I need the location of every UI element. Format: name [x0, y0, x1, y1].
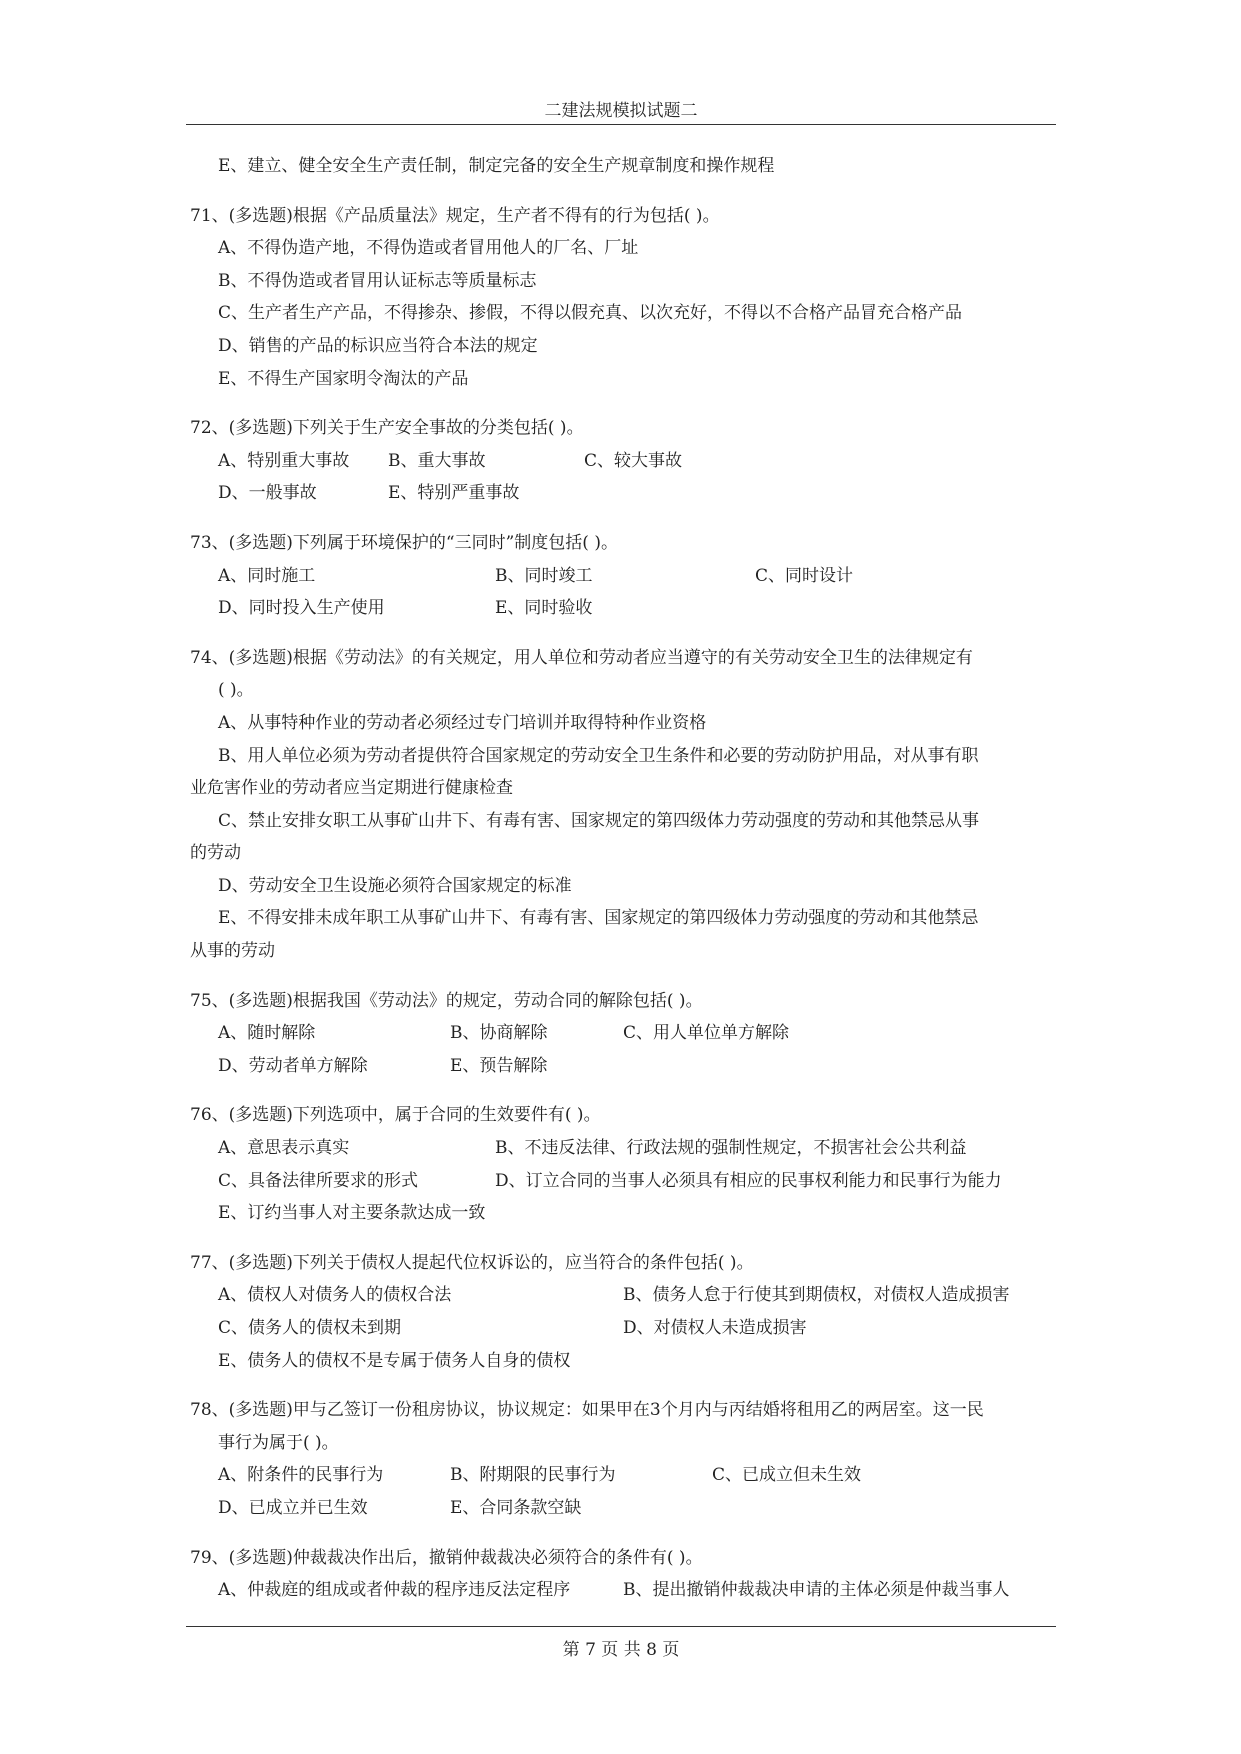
- q74-option-c-cont: 的劳动: [190, 843, 241, 864]
- q78-option-b: B、附期限的民事行为: [450, 1465, 616, 1486]
- q74-option-c: C、禁止安排女职工从事矿山井下、有毒有害、国家规定的第四级体力劳动强度的劳动和其他禁忌从事: [218, 810, 980, 831]
- q71-option-c: C、生产者生产产品，不得掺杂、掺假，不得以假充真、以次充好，不得以不合格产品冒充合格产品: [218, 303, 963, 324]
- q73-option-e: E、同时验收: [495, 598, 593, 619]
- question-78-stem-cont: 事行为属于( )。: [218, 1432, 339, 1453]
- q77-option-d: D、对债权人未造成损害: [623, 1318, 807, 1338]
- q72-option-d: D、一般事故: [218, 483, 317, 504]
- q75-option-a: A、随时解除: [218, 1023, 316, 1044]
- q75-option-c: C、用人单位单方解除: [623, 1023, 790, 1044]
- q77-option-c: C、债务人的债权未到期: [218, 1318, 402, 1338]
- q76-option-b: B、不违反法律、行政法规的强制性规定，不损害社会公共利益: [495, 1138, 967, 1159]
- q76-option-e: E、订约当事人对主要条款达成一致: [218, 1203, 486, 1224]
- q77-option-b: B、债务人怠于行使其到期债权，对债权人造成损害: [623, 1285, 1010, 1306]
- page-header: [186, 96, 1056, 125]
- q76-option-a: A、意思表示真实: [218, 1138, 350, 1159]
- q71-option-d: D、销售的产品的标识应当符合本法的规定: [218, 335, 538, 356]
- question-72-stem: 72、(多选题)下列关于生产安全事故的分类包括( )。: [190, 418, 584, 439]
- q73-option-a: A、同时施工: [218, 565, 316, 586]
- q77-option-a: A、债权人对债务人的债权合法: [218, 1285, 452, 1306]
- q74-option-a: A、从事特种作业的劳动者必须经过专门培训并取得特种作业资格: [218, 712, 707, 733]
- q72-option-e: E、特别严重事故: [388, 483, 520, 504]
- q74-option-e: E、不得安排未成年职工从事矿山井下、有毒有害、国家规定的第四级体力劳动强度的劳动和其他禁忌: [218, 908, 979, 929]
- q75-option-e: E、预告解除: [450, 1055, 548, 1076]
- question-77-stem: 77、(多选题)下列关于债权人提起代位权诉讼的，应当符合的条件包括( )。: [190, 1252, 754, 1273]
- page-footer: [186, 1626, 1056, 1660]
- q74-option-b: B、用人单位必须为劳动者提供符合国家规定的劳动安全卫生条件和必要的劳动防护用品，对从事有职: [218, 745, 979, 766]
- question-71-stem: 71、(多选题)根据《产品质量法》规定，生产者不得有的行为包括( )。: [190, 205, 720, 226]
- question-76-stem: 76、(多选题)下列选项中，属于合同的生效要件有( )。: [190, 1105, 601, 1126]
- q71-option-a: A、不得伪造产地，不得伪造或者冒用他人的厂名、厂址: [218, 238, 639, 259]
- q78-option-d: D、已成立并已生效: [218, 1497, 368, 1518]
- page-number: 第 7 页 共 8 页: [562, 1640, 680, 1660]
- option-e-prev: E、建立、健全安全生产责任制，制定完备的安全生产规章制度和操作规程: [218, 156, 775, 176]
- q78-option-e: E、合同条款空缺: [450, 1497, 582, 1518]
- question-74-stem-cont: ( )。: [218, 680, 254, 701]
- q75-option-b: B、协商解除: [450, 1023, 548, 1044]
- q74-option-d: D、劳动安全卫生设施必须符合国家规定的标准: [218, 875, 572, 896]
- q79-option-a: A、仲裁庭的组成或者仲裁的程序违反法定程序: [218, 1580, 571, 1601]
- q73-option-b: B、同时竣工: [495, 565, 593, 586]
- q73-option-c: C、同时设计: [755, 565, 854, 586]
- question-74-stem: 74、(多选题)根据《劳动法》的有关规定，用人单位和劳动者应当遵守的有关劳动安全卫生的法律规定有: [190, 647, 973, 668]
- question-75-stem: 75、(多选题)根据我国《劳动法》的规定，劳动合同的解除包括( )。: [190, 990, 703, 1011]
- question-73-stem: 73、(多选题)下列属于环境保护的“三同时”制度包括( )。: [190, 532, 618, 553]
- q71-option-b: B、不得伪造或者冒用认证标志等质量标志: [218, 270, 537, 291]
- q76-option-d: D、订立合同的当事人必须具有相应的民事权利能力和民事行为能力: [495, 1170, 1002, 1191]
- question-79-stem: 79、(多选题)仲裁裁决作出后，撤销仲裁裁决必须符合的条件有( )。: [190, 1547, 703, 1568]
- q77-option-e: E、债务人的债权不是专属于债务人自身的债权: [218, 1350, 571, 1371]
- q74-option-e-cont: 从事的劳动: [190, 941, 275, 962]
- q78-option-a: A、附条件的民事行为: [218, 1465, 384, 1486]
- q78-option-c: C、已成立但未生效: [712, 1465, 862, 1486]
- document-body: [190, 150, 1052, 1607]
- q72-option-c: C、较大事故: [584, 450, 683, 471]
- q74-option-b-cont: 业危害作业的劳动者应当定期进行健康检查: [190, 778, 513, 799]
- q75-option-d: D、劳动者单方解除: [218, 1055, 368, 1076]
- page-title: 二建法规模拟试题二: [544, 101, 698, 121]
- q79-option-b: B、提出撤销仲裁裁决申请的主体必须是仲裁当事人: [623, 1580, 1010, 1601]
- q72-option-b: B、重大事故: [388, 450, 486, 471]
- q73-option-d: D、同时投入生产使用: [218, 598, 385, 619]
- q71-option-e: E、不得生产国家明令淘汰的产品: [218, 368, 469, 389]
- question-78-stem: 78、(多选题)甲与乙签订一份租房协议，协议规定：如果甲在3个月内与丙结婚将租用乙的两居室。这一民: [190, 1400, 984, 1421]
- q76-option-c: C、具备法律所要求的形式: [218, 1170, 419, 1191]
- q72-option-a: A、特别重大事故: [218, 450, 350, 471]
